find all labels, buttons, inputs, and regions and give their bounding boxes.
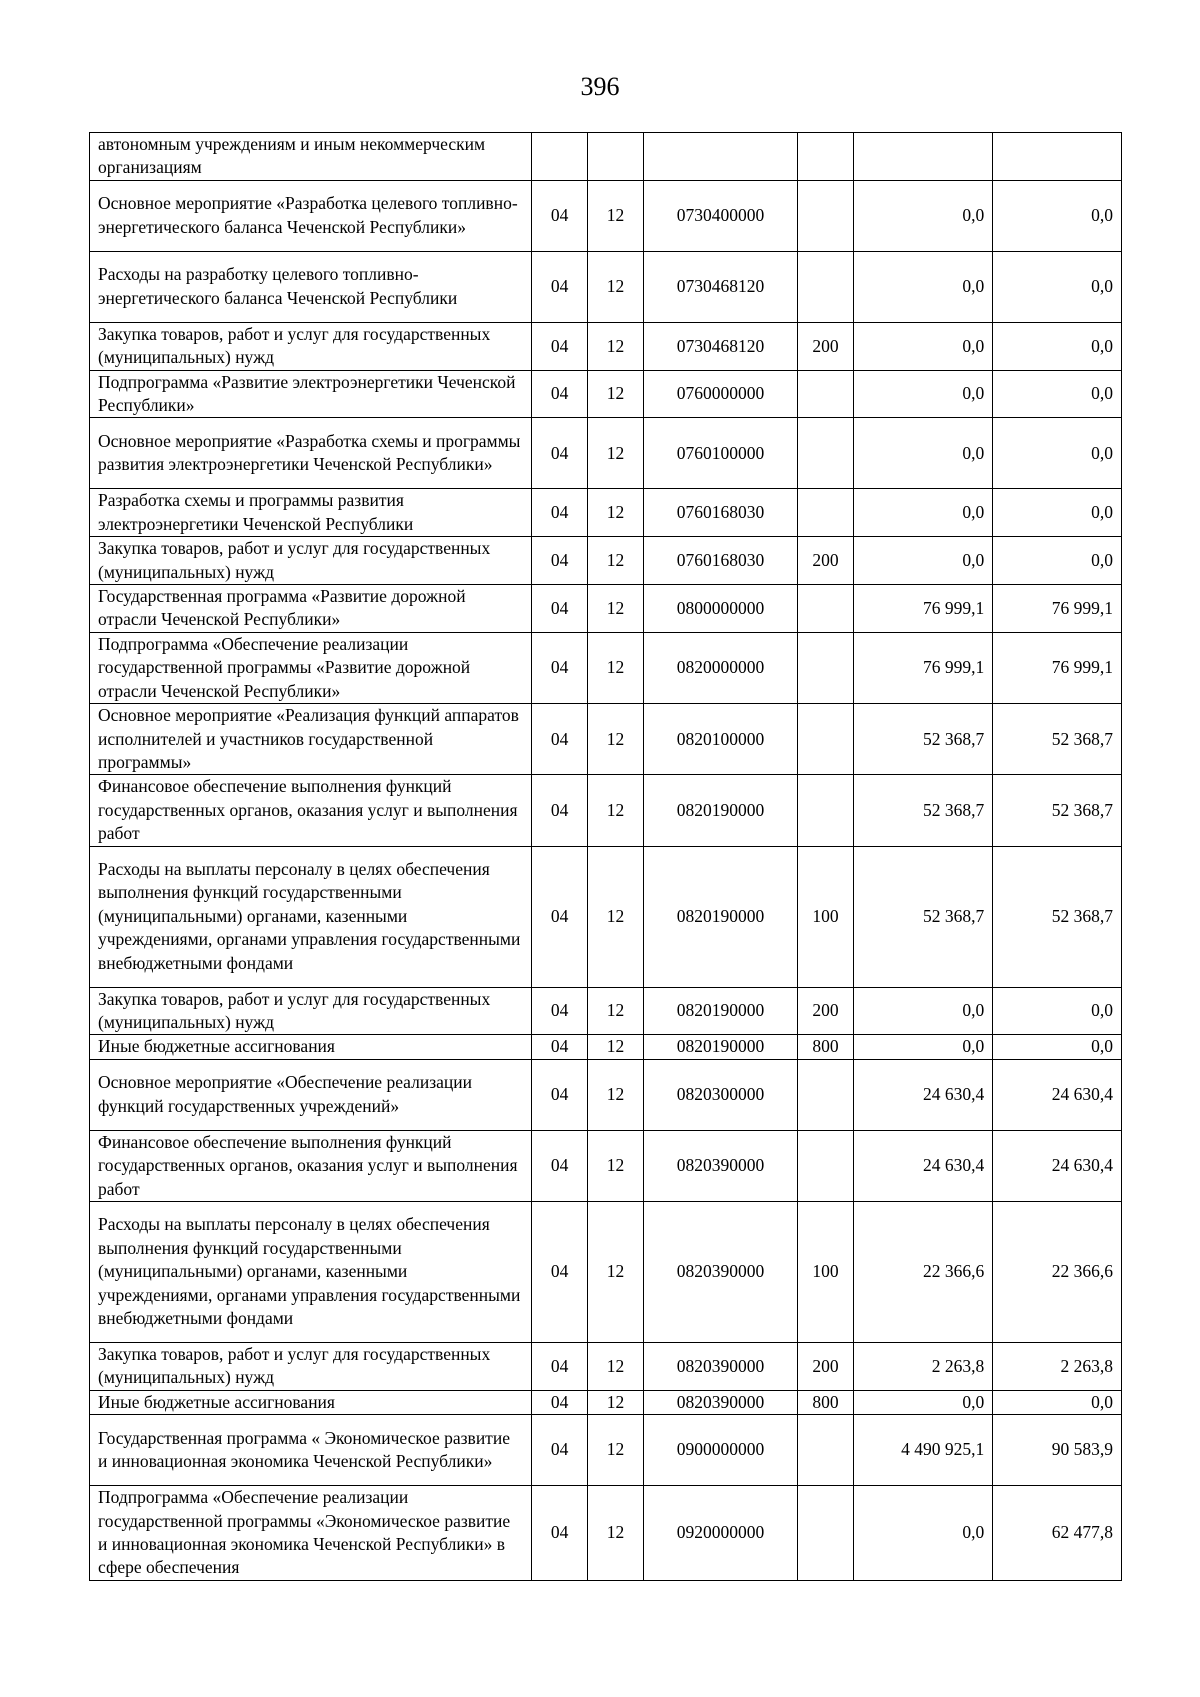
row-target-item: 0820100000 bbox=[643, 704, 797, 775]
row-subsection: 12 bbox=[588, 987, 644, 1035]
table-row bbox=[90, 489, 1122, 537]
row-amount-1: 0,0 bbox=[853, 418, 992, 489]
row-section: 04 bbox=[532, 632, 588, 703]
table-row bbox=[90, 1201, 1122, 1342]
row-expense-type bbox=[798, 1130, 854, 1201]
row-amount-2: 52 368,7 bbox=[993, 704, 1122, 775]
row-name: Расходы на выплаты персоналу в целях обеспечения выполнения функций государственными (муниципальными) органами, казенными учреждениями, органами управления государственными внебюджетными фондами bbox=[90, 846, 532, 987]
row-amount-1: 52 368,7 bbox=[853, 704, 992, 775]
row-expense-type bbox=[798, 180, 854, 251]
row-expense-type: 200 bbox=[798, 987, 854, 1035]
row-amount-2: 0,0 bbox=[993, 251, 1122, 322]
row-subsection: 12 bbox=[588, 180, 644, 251]
row-section: 04 bbox=[532, 418, 588, 489]
row-amount-2: 22 366,6 bbox=[993, 1201, 1122, 1342]
row-section: 04 bbox=[532, 251, 588, 322]
row-section: 04 bbox=[532, 775, 588, 846]
row-section: 04 bbox=[532, 585, 588, 633]
row-amount-2: 0,0 bbox=[993, 1035, 1122, 1059]
row-name: Основное мероприятие «Обеспечение реализации функций государственных учреждений» bbox=[90, 1059, 532, 1130]
table-row bbox=[90, 418, 1122, 489]
table-row bbox=[90, 133, 1122, 181]
row-target-item: 0730468120 bbox=[643, 251, 797, 322]
row-subsection: 12 bbox=[588, 1059, 644, 1130]
table-row bbox=[90, 846, 1122, 987]
row-subsection: 12 bbox=[588, 1390, 644, 1414]
row-amount-2: 76 999,1 bbox=[993, 585, 1122, 633]
row-target-item: 0760000000 bbox=[643, 370, 797, 418]
row-name: Подпрограмма «Обеспечение реализации государственной программы «Развитие дорожной отрасли Чеченской Республики» bbox=[90, 632, 532, 703]
row-amount-1: 0,0 bbox=[853, 987, 992, 1035]
row-name: Закупка товаров, работ и услуг для государственных (муниципальных) нужд bbox=[90, 987, 532, 1035]
row-subsection: 12 bbox=[588, 1486, 644, 1581]
row-subsection: 12 bbox=[588, 632, 644, 703]
row-amount-2: 0,0 bbox=[993, 418, 1122, 489]
row-amount-1: 0,0 bbox=[853, 251, 992, 322]
row-subsection: 12 bbox=[588, 537, 644, 585]
row-section: 04 bbox=[532, 489, 588, 537]
table-row bbox=[90, 1390, 1122, 1414]
row-name: Подпрограмма «Развитие электроэнергетики Чеченской Республики» bbox=[90, 370, 532, 418]
row-target-item: 0920000000 bbox=[643, 1486, 797, 1581]
row-amount-2: 0,0 bbox=[993, 1390, 1122, 1414]
row-amount-1: 52 368,7 bbox=[853, 775, 992, 846]
row-expense-type: 100 bbox=[798, 846, 854, 987]
table-row bbox=[90, 775, 1122, 846]
row-amount-1: 76 999,1 bbox=[853, 632, 992, 703]
row-expense-type bbox=[798, 585, 854, 633]
row-amount-2: 0,0 bbox=[993, 322, 1122, 370]
budget-table bbox=[89, 132, 1122, 1581]
row-amount-2: 24 630,4 bbox=[993, 1130, 1122, 1201]
row-amount-1: 0,0 bbox=[853, 180, 992, 251]
row-name: Основное мероприятие «Разработка схемы и программы развития электроэнергетики Чеченской Республики» bbox=[90, 418, 532, 489]
row-section: 04 bbox=[532, 537, 588, 585]
row-subsection bbox=[588, 133, 644, 181]
row-expense-type: 200 bbox=[798, 537, 854, 585]
row-subsection: 12 bbox=[588, 1201, 644, 1342]
row-expense-type: 800 bbox=[798, 1035, 854, 1059]
row-subsection: 12 bbox=[588, 1415, 644, 1486]
row-name: Расходы на выплаты персоналу в целях обеспечения выполнения функций государственными (муниципальными) органами, казенными учреждениями, органами управления государственными внебюджетными фондами bbox=[90, 1201, 532, 1342]
row-expense-type bbox=[798, 370, 854, 418]
row-section: 04 bbox=[532, 704, 588, 775]
row-amount-2: 0,0 bbox=[993, 987, 1122, 1035]
row-amount-1: 2 263,8 bbox=[853, 1342, 992, 1390]
row-target-item: 0730400000 bbox=[643, 180, 797, 251]
row-target-item: 0820300000 bbox=[643, 1059, 797, 1130]
row-amount-2: 0,0 bbox=[993, 489, 1122, 537]
table-row bbox=[90, 180, 1122, 251]
row-name: Подпрограмма «Обеспечение реализации государственной программы «Экономическое развитие и инновационная экономика Чеченской Республики» в сфере обеспечения bbox=[90, 1486, 532, 1581]
row-amount-1: 4 490 925,1 bbox=[853, 1415, 992, 1486]
row-name: Иные бюджетные ассигнования bbox=[90, 1390, 532, 1414]
row-target-item: 0760100000 bbox=[643, 418, 797, 489]
row-section: 04 bbox=[532, 1390, 588, 1414]
row-name: Основное мероприятие «Реализация функций аппаратов исполнителей и участников государственной программы» bbox=[90, 704, 532, 775]
row-expense-type bbox=[798, 489, 854, 537]
row-subsection: 12 bbox=[588, 585, 644, 633]
row-name: Закупка товаров, работ и услуг для государственных (муниципальных) нужд bbox=[90, 1342, 532, 1390]
row-amount-1: 0,0 bbox=[853, 370, 992, 418]
table-row bbox=[90, 322, 1122, 370]
row-subsection: 12 bbox=[588, 418, 644, 489]
row-section: 04 bbox=[532, 1201, 588, 1342]
row-amount-1 bbox=[853, 133, 992, 181]
row-name: Государственная программа « Экономическое развитие и инновационная экономика Чеченской Республики» bbox=[90, 1415, 532, 1486]
row-target-item: 0820190000 bbox=[643, 1035, 797, 1059]
row-amount-1: 22 366,6 bbox=[853, 1201, 992, 1342]
row-expense-type: 200 bbox=[798, 1342, 854, 1390]
row-amount-2: 52 368,7 bbox=[993, 775, 1122, 846]
row-expense-type bbox=[798, 418, 854, 489]
row-target-item: 0820190000 bbox=[643, 987, 797, 1035]
row-name: Расходы на разработку целевого топливно-энергетического баланса Чеченской Республики bbox=[90, 251, 532, 322]
row-amount-2: 0,0 bbox=[993, 537, 1122, 585]
row-target-item: 0760168030 bbox=[643, 489, 797, 537]
row-amount-1: 24 630,4 bbox=[853, 1059, 992, 1130]
row-subsection: 12 bbox=[588, 704, 644, 775]
row-subsection: 12 bbox=[588, 322, 644, 370]
row-expense-type: 800 bbox=[798, 1390, 854, 1414]
row-section: 04 bbox=[532, 846, 588, 987]
row-amount-2: 24 630,4 bbox=[993, 1059, 1122, 1130]
row-target-item: 0900000000 bbox=[643, 1415, 797, 1486]
table-row bbox=[90, 1486, 1122, 1581]
row-name: автономным учреждениям и иным некоммерческим организациям bbox=[90, 133, 532, 181]
table-row bbox=[90, 370, 1122, 418]
row-section: 04 bbox=[532, 1415, 588, 1486]
row-subsection: 12 bbox=[588, 370, 644, 418]
row-amount-1: 0,0 bbox=[853, 489, 992, 537]
row-target-item: 0820000000 bbox=[643, 632, 797, 703]
row-amount-2: 52 368,7 bbox=[993, 846, 1122, 987]
row-name: Разработка схемы и программы развития электроэнергетики Чеченской Республики bbox=[90, 489, 532, 537]
row-expense-type bbox=[798, 251, 854, 322]
row-section bbox=[532, 133, 588, 181]
row-section: 04 bbox=[532, 1035, 588, 1059]
row-name: Закупка товаров, работ и услуг для государственных (муниципальных) нужд bbox=[90, 537, 532, 585]
row-section: 04 bbox=[532, 1059, 588, 1130]
row-target-item: 0820190000 bbox=[643, 775, 797, 846]
row-expense-type bbox=[798, 775, 854, 846]
row-subsection: 12 bbox=[588, 846, 644, 987]
row-target-item: 0820390000 bbox=[643, 1390, 797, 1414]
row-amount-1: 0,0 bbox=[853, 1390, 992, 1414]
row-section: 04 bbox=[532, 180, 588, 251]
row-amount-1: 24 630,4 bbox=[853, 1130, 992, 1201]
row-amount-1: 0,0 bbox=[853, 322, 992, 370]
row-amount-1: 0,0 bbox=[853, 537, 992, 585]
row-section: 04 bbox=[532, 322, 588, 370]
table-row bbox=[90, 585, 1122, 633]
row-amount-2: 0,0 bbox=[993, 370, 1122, 418]
table-row bbox=[90, 987, 1122, 1035]
row-amount-1: 0,0 bbox=[853, 1035, 992, 1059]
row-subsection: 12 bbox=[588, 1342, 644, 1390]
table-row bbox=[90, 537, 1122, 585]
row-subsection: 12 bbox=[588, 1035, 644, 1059]
row-amount-2: 90 583,9 bbox=[993, 1415, 1122, 1486]
row-name: Основное мероприятие «Разработка целевого топливно-энергетического баланса Чеченской Республики» bbox=[90, 180, 532, 251]
row-subsection: 12 bbox=[588, 1130, 644, 1201]
row-expense-type: 200 bbox=[798, 322, 854, 370]
table-row bbox=[90, 1415, 1122, 1486]
row-name: Закупка товаров, работ и услуг для государственных (муниципальных) нужд bbox=[90, 322, 532, 370]
table-row bbox=[90, 251, 1122, 322]
table-row bbox=[90, 632, 1122, 703]
table-row bbox=[90, 1059, 1122, 1130]
row-name: Финансовое обеспечение выполнения функций государственных органов, оказания услуг и выполнения работ bbox=[90, 775, 532, 846]
row-amount-2: 0,0 bbox=[993, 180, 1122, 251]
row-expense-type bbox=[798, 1486, 854, 1581]
row-section: 04 bbox=[532, 1130, 588, 1201]
row-target-item: 0820190000 bbox=[643, 846, 797, 987]
row-expense-type: 100 bbox=[798, 1201, 854, 1342]
table-row bbox=[90, 1035, 1122, 1059]
row-name: Государственная программа «Развитие дорожной отрасли Чеченской Республики» bbox=[90, 585, 532, 633]
row-section: 04 bbox=[532, 370, 588, 418]
row-target-item: 0820390000 bbox=[643, 1342, 797, 1390]
row-amount-2: 76 999,1 bbox=[993, 632, 1122, 703]
row-name: Финансовое обеспечение выполнения функций государственных органов, оказания услуг и выполнения работ bbox=[90, 1130, 532, 1201]
page-number: 396 bbox=[580, 72, 620, 101]
row-expense-type bbox=[798, 704, 854, 775]
row-name: Иные бюджетные ассигнования bbox=[90, 1035, 532, 1059]
row-target-item: 0800000000 bbox=[643, 585, 797, 633]
row-section: 04 bbox=[532, 1342, 588, 1390]
row-subsection: 12 bbox=[588, 489, 644, 537]
row-amount-1: 52 368,7 bbox=[853, 846, 992, 987]
row-expense-type bbox=[798, 133, 854, 181]
row-section: 04 bbox=[532, 1486, 588, 1581]
row-section: 04 bbox=[532, 987, 588, 1035]
row-target-item: 0730468120 bbox=[643, 322, 797, 370]
row-target-item bbox=[643, 133, 797, 181]
row-target-item: 0760168030 bbox=[643, 537, 797, 585]
row-target-item: 0820390000 bbox=[643, 1201, 797, 1342]
row-amount-2: 2 263,8 bbox=[993, 1342, 1122, 1390]
table-row bbox=[90, 1342, 1122, 1390]
row-amount-1: 76 999,1 bbox=[853, 585, 992, 633]
table-row bbox=[90, 704, 1122, 775]
row-target-item: 0820390000 bbox=[643, 1130, 797, 1201]
table-row bbox=[90, 1130, 1122, 1201]
row-amount-1: 0,0 bbox=[853, 1486, 992, 1581]
row-expense-type bbox=[798, 632, 854, 703]
row-subsection: 12 bbox=[588, 251, 644, 322]
row-amount-2: 62 477,8 bbox=[993, 1486, 1122, 1581]
row-expense-type bbox=[798, 1415, 854, 1486]
row-amount-2 bbox=[993, 133, 1122, 181]
row-expense-type bbox=[798, 1059, 854, 1130]
table-body bbox=[90, 133, 1122, 1581]
row-subsection: 12 bbox=[588, 775, 644, 846]
